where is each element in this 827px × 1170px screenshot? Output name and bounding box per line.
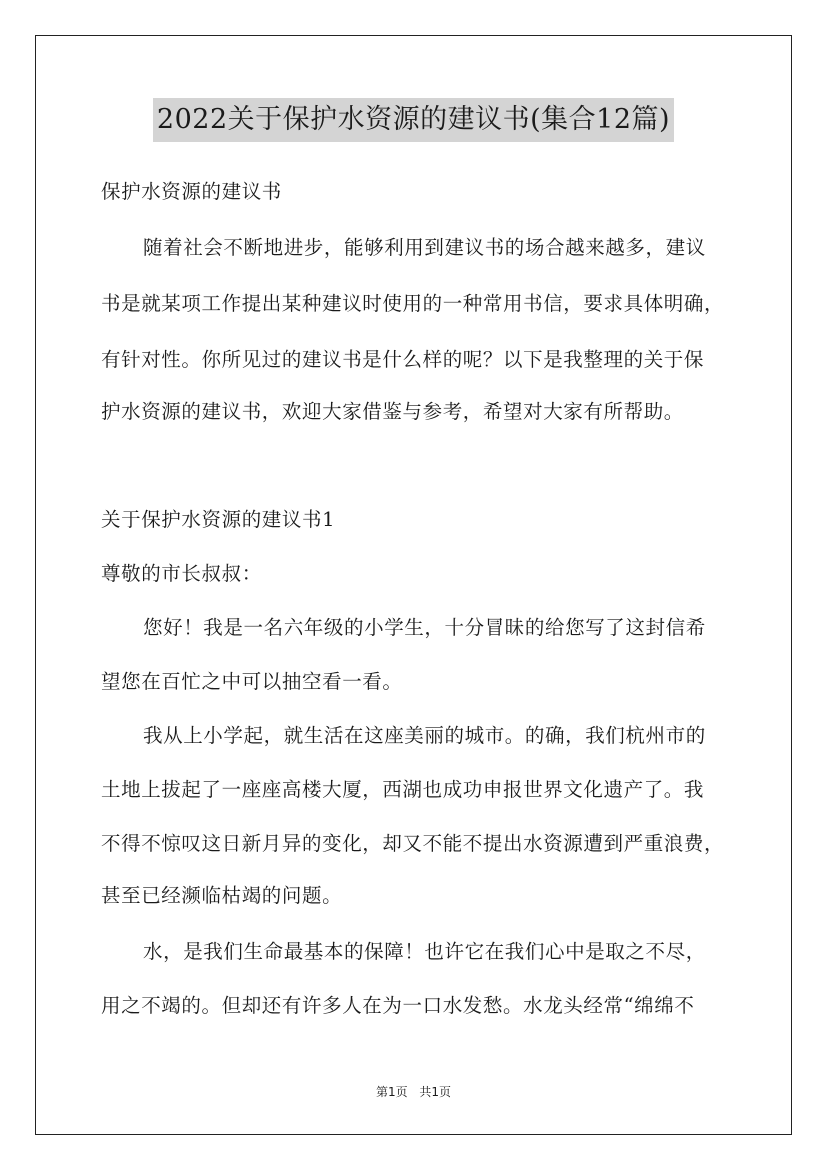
paragraph-line: 水，是我们生命最基本的保障！也许它在我们心中是取之不尽， — [143, 940, 706, 963]
document-title: 2022关于保护水资源的建议书(集合12篇) — [153, 98, 674, 142]
paragraph-line: 您好！我是一名六年级的小学生，十分冒昧的给您写了这封信希 — [143, 616, 706, 639]
page-total: 共1页 — [419, 1085, 452, 1099]
page-footer — [0, 1084, 827, 1100]
letter-heading: 关于保护水资源的建议书1 — [101, 508, 336, 531]
paragraph-line: 不得不惊叹这日新月异的变化，却又不能不提出水资源遭到严重浪费， — [101, 832, 725, 855]
title-container — [0, 98, 827, 142]
paragraph-line: 我从上小学起，就生活在这座美丽的城市。的确，我们杭州市的 — [143, 724, 706, 747]
paragraph-line: 望您在百忙之中可以抽空看一看。 — [101, 670, 403, 693]
section-heading: 保护水资源的建议书 — [101, 180, 282, 203]
paragraph-line: 护水资源的建议书，欢迎大家借鉴与参考，希望对大家有所帮助。 — [101, 400, 684, 423]
paragraph-line: 土地上拔起了一座座高楼大厦，西湖也成功申报世界文化遗产了。我 — [101, 778, 705, 801]
paragraph-line: 用之不竭的。但却还有许多人在为一口水发愁。水龙头经常“绵绵不 — [101, 994, 695, 1017]
page-number: 第1页 — [375, 1085, 408, 1099]
paragraph-line: 随着社会不断地进步，能够利用到建议书的场合越来越多，建议 — [143, 236, 706, 259]
salutation: 尊敬的市长叔叔： — [101, 562, 262, 585]
paragraph-line: 甚至已经濒临枯竭的问题。 — [101, 884, 343, 907]
paragraph-line: 有针对性。你所见过的建议书是什么样的呢？以下是我整理的关于保 — [101, 348, 705, 371]
paragraph-line: 书是就某项工作提出某种建议时使用的一种常用书信，要求具体明确， — [101, 292, 725, 315]
